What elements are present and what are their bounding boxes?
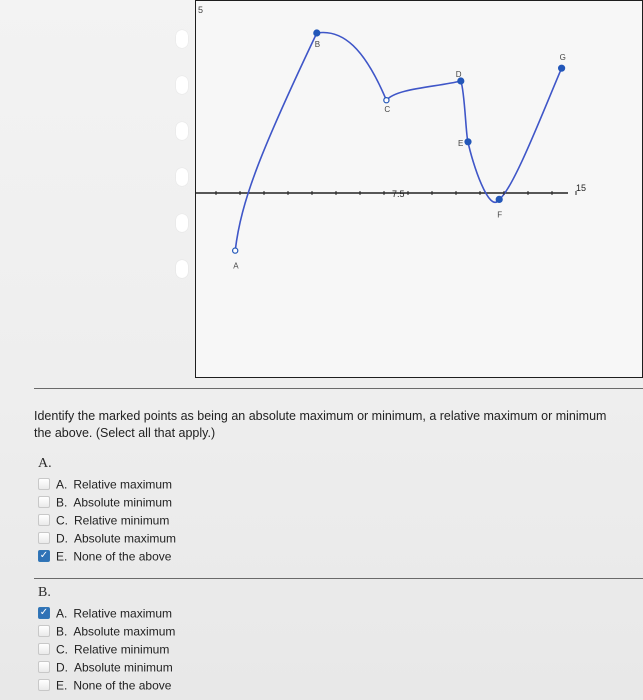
section-a-options [38, 475, 298, 565]
point-d-label: D [455, 70, 462, 79]
edge-dot-2 [176, 76, 188, 94]
function-curve [235, 32, 561, 250]
section-divider [34, 578, 643, 579]
section-a-option-a-letter: A. [56, 477, 68, 492]
checkbox-a-a[interactable] [38, 478, 50, 490]
section-b-option-e-letter: E. [56, 678, 68, 693]
question-text [34, 408, 643, 442]
section-b-option-d-text: Absolute minimum [74, 660, 173, 675]
checkbox-b-b[interactable] [38, 625, 50, 637]
section-b-option-b-text: Absolute maximum [73, 624, 176, 639]
question-line-2: the above. (Select all that apply.) [34, 426, 216, 440]
point-g-marker [558, 65, 564, 71]
checkbox-a-d[interactable] [38, 532, 50, 544]
point-b-marker [314, 30, 320, 36]
edge-dot-5 [176, 214, 188, 232]
section-a-option-c-letter: C. [56, 513, 68, 528]
x-axis-tick-label-7-5: 7.5 [392, 189, 405, 199]
point-g-label: G [559, 53, 566, 63]
section-a-label: A. [38, 456, 52, 471]
section-b-option-a[interactable] [38, 604, 298, 622]
left-edge-dots [176, 30, 190, 270]
checkbox-b-d[interactable] [38, 661, 50, 673]
point-f-marker [496, 196, 502, 202]
edge-dot-6 [176, 260, 188, 278]
edge-dot-4 [176, 168, 188, 186]
point-c-label: C [384, 105, 391, 115]
section-a-option-b-letter: B. [56, 495, 68, 510]
point-b-label: B [314, 40, 321, 49]
point-a-marker [233, 248, 238, 253]
checkbox-a-e[interactable] [38, 550, 50, 562]
question-divider-top [34, 388, 643, 389]
section-b-option-c[interactable] [38, 640, 298, 658]
checkbox-b-c[interactable] [38, 643, 50, 655]
marked-points [233, 30, 566, 271]
question-line-1: Identify the marked points as being an absolute maximum or minimum, a relative maximum or minimum [34, 409, 607, 423]
section-a-option-b[interactable] [38, 493, 298, 511]
checkbox-b-a[interactable] [38, 607, 50, 619]
point-e-label: E [458, 138, 464, 148]
edge-dot-3 [176, 122, 188, 140]
section-b-option-b-letter: B. [56, 624, 68, 639]
x-axis-tick-label-15: 15 [576, 183, 587, 193]
section-a-option-c-text: Relative minimum [74, 513, 170, 528]
section-b-option-c-text: Relative minimum [74, 642, 170, 657]
function-graph [196, 1, 643, 379]
checkmark-icon: ✓ [39, 550, 49, 561]
section-a-option-e-text: None of the above [73, 549, 172, 564]
section-b-option-d-letter: D. [56, 660, 68, 675]
section-b-option-b[interactable] [38, 622, 298, 640]
section-b-option-a-text: Relative maximum [73, 606, 173, 621]
edge-dot-1 [176, 30, 188, 48]
point-f-label: F [497, 210, 503, 220]
section-a-option-b-text: Absolute minimum [73, 495, 173, 510]
section-a-option-c[interactable] [38, 511, 298, 529]
section-a-option-a-text: Relative maximum [73, 477, 173, 492]
section-b-option-a-letter: A. [56, 606, 68, 621]
section-a-option-e-letter: E. [56, 549, 68, 564]
checkbox-a-b[interactable] [38, 496, 50, 508]
section-a-option-d[interactable] [38, 529, 298, 547]
point-a-label: A [233, 261, 239, 271]
checkbox-b-e[interactable] [38, 679, 50, 691]
section-b-option-d[interactable] [38, 658, 298, 676]
graph-corner-label: 5 [198, 5, 204, 15]
section-a-option-d-text: Absolute maximum [74, 531, 177, 546]
checkbox-a-c[interactable] [38, 514, 50, 526]
section-a-option-e[interactable] [38, 547, 298, 565]
section-b-option-e[interactable] [38, 676, 298, 694]
section-a-option-d-letter: D. [56, 531, 68, 546]
checkmark-icon: ✓ [39, 607, 49, 618]
section-b-options [38, 604, 298, 694]
section-a-option-a[interactable] [38, 475, 298, 493]
point-e-marker [465, 139, 471, 145]
section-b-option-e-text: None of the above [73, 678, 172, 693]
graph-panel [195, 0, 643, 378]
point-c-marker [384, 98, 389, 103]
section-b-option-c-letter: C. [56, 642, 68, 657]
section-b-label: B. [38, 585, 51, 600]
